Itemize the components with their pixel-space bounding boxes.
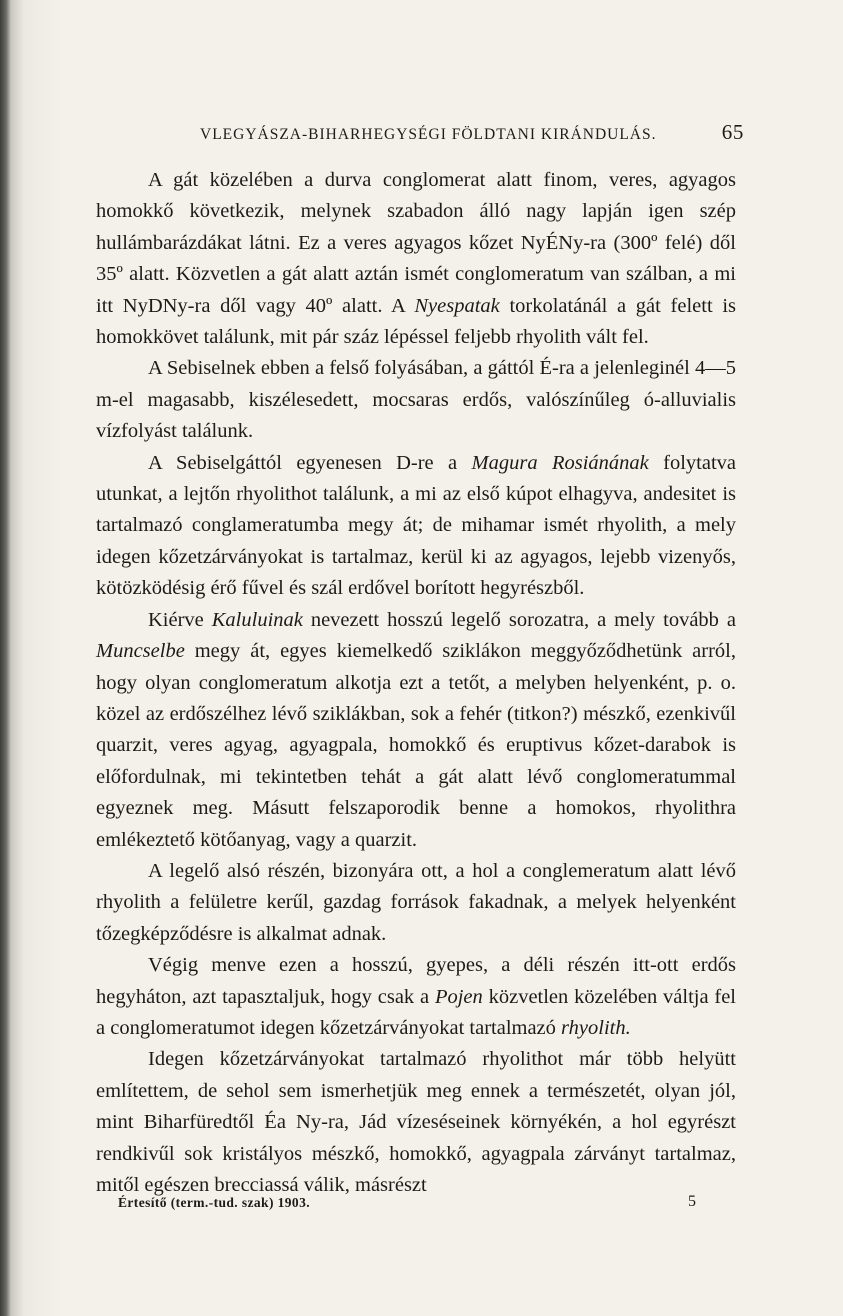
running-head bbox=[200, 120, 744, 150]
italic-term: Kaluluinak bbox=[211, 608, 303, 631]
paragraph bbox=[96, 448, 736, 605]
paragraph bbox=[96, 856, 736, 950]
paragraph bbox=[96, 605, 736, 856]
text-run: nevezett hosszú legelő sorozatra, a mely tovább a bbox=[302, 608, 736, 631]
italic-term: rhyolith. bbox=[561, 1016, 631, 1039]
italic-term: Pojen bbox=[434, 985, 483, 1008]
body-text bbox=[96, 165, 736, 1201]
text-run: A legelő alsó részén, bizonyára ott, a hol a conglemeratum alatt lévő rhyolith a felületre kerűl, gazdag források fakadnak, a melyek helyenként tőzegképződésre is alkalmat adnak. bbox=[96, 859, 736, 945]
italic-term: Magura Rosiánának bbox=[471, 451, 649, 474]
italic-term: Nyespatak bbox=[414, 294, 500, 317]
running-head-title: VLEGYÁSZA-BIHARHEGYSÉGI FÖLDTANI KIRÁNDULÁS. bbox=[200, 126, 657, 143]
text-run: A Sebiselgáttól egyenesen D-re a bbox=[148, 451, 472, 474]
page-number: 65 bbox=[721, 120, 744, 144]
text-run: A gát közelében a durva conglomerat alatt finom, veres, agyagos homokkő következik, melynek szabadon álló nagy lapján igen szép hullámbarázdákat látni. Ez a veres agyagos kőzet NyÉNy-ra (300º felé) dől 35º alatt. Közvetlen a gát alatt aztán ismét conglomeratum van szálban, a mi itt NyDNy-ra dől vagy 40º alatt. A bbox=[96, 169, 736, 317]
paragraph bbox=[96, 1044, 736, 1201]
paragraph bbox=[96, 950, 736, 1044]
text-run: közvetlen közelében váltja fel a conglomeratumot idegen kőzetzárványokat tartalmazó bbox=[96, 985, 737, 1039]
text-run: Idegen kőzetzárványokat tartalmazó rhyolithot már több helyütt említettem, de sehol sem ismerhetjük meg ennek a természetét, olyan jól, mint Biharfüredtől Éa Ny-ra, Jád vízeséseinek környékén, a hol egyrészt rendkivűl sok kristályos mészkő, homokkő, agyagpala zárványt tartalmaz, mitől egészen brecciassá válik, másrészt bbox=[96, 1048, 736, 1196]
text-run: Végig menve ezen a hosszú, gyepes, a déli részén itt-ott erdős hegyháton, azt tapasztaljuk, hogy csak a bbox=[96, 954, 736, 1008]
text-run: folytatva utunkat, a lejtőn rhyolithot találunk, a mi az első kúpot elhagyva, andesitet is tartalmazó conglameratumba megy át; de mihamar ismét rhyolith, a mely idegen kőzetzárványokat is tartalmaz, kerül ki az agyagos, lejebb vizenyős, kötözködésig érő fűvel és szál erdővel borított hegyrészből. bbox=[96, 451, 736, 600]
text-run: megy át, egyes kiemelkedő sziklákon meggyőződhetünk arról, hogy olyan conglomeratum alkotja ezt a tetőt, a melyben helyenként, p. o. közel az erdőszélhez lévő sziklákban, sok a fehér (titkon?) mészkő, ezenkivűl quarzit, veres agyag, agyagpala, homokkő és eruptivus kőzet-darabok is előfordulnak, mi tekintetben tehát a gát alatt lévő conglomeratummal egyeznek meg. Másutt felszaporodik benne a homokos, rhyolithra emlékeztető kötőanyag, vagy a quarzit. bbox=[96, 640, 736, 851]
text-run: Kiérve bbox=[148, 608, 212, 631]
paragraph bbox=[96, 165, 736, 353]
journal-signature: Értesítő (term.-tud. szak) 1903. bbox=[118, 1195, 311, 1210]
text-run: A Sebiselnek ebben a felső folyásában, a gáttól É-ra a jelenleginél 4—5 m-el magasabb, kiszélesedett, mocsaras erdős, valószínűleg ó-alluvialis vízfolyást találunk. bbox=[96, 357, 736, 443]
sheet-signature: 5 bbox=[688, 1193, 696, 1210]
page-footer bbox=[118, 1193, 696, 1219]
paragraph bbox=[96, 353, 736, 447]
italic-term: Muncselbe bbox=[96, 640, 185, 663]
text-run: torkolatánál a gát felett is homokkövet találunk, mit pár száz lépéssel feljebb rhyolith vált fel. bbox=[96, 294, 736, 349]
